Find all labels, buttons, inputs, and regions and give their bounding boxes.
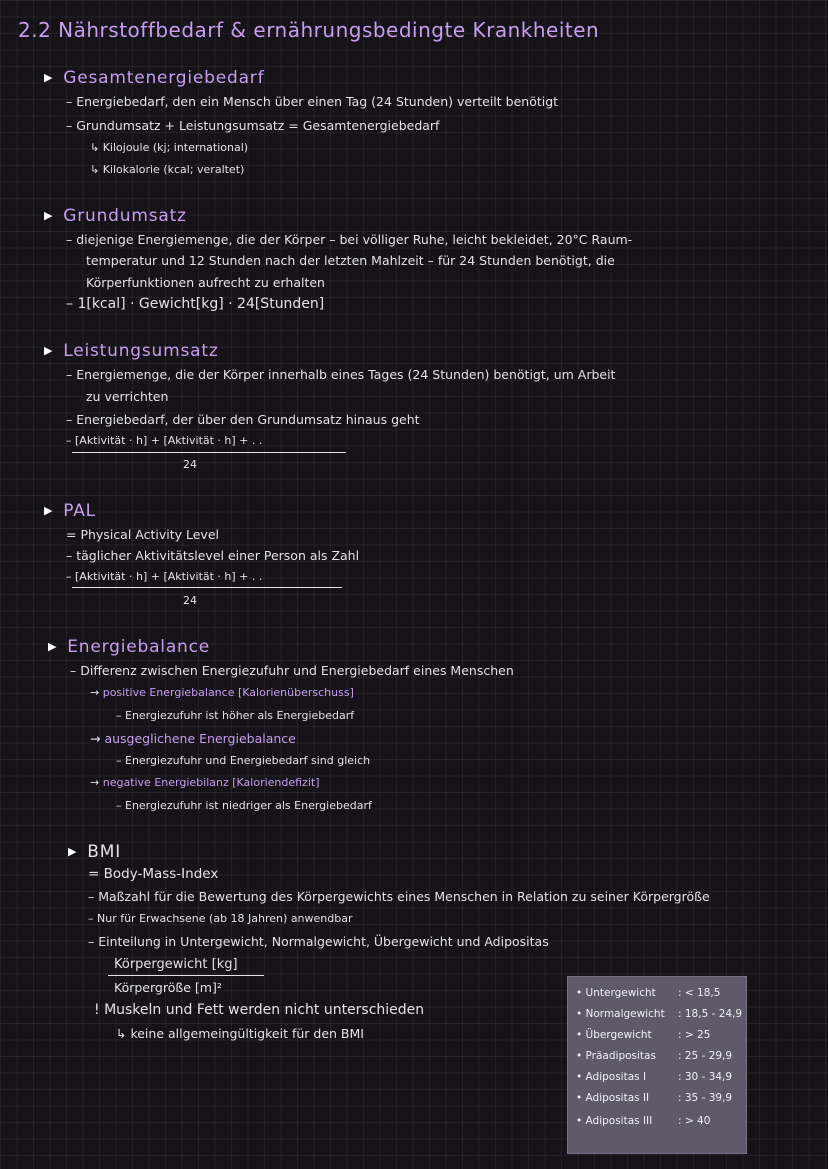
bmi-classification-table — [567, 976, 747, 1154]
text-line: zu verrichten — [86, 389, 169, 404]
text-line: – Energiemenge, die der Körper innerhalb eines Tages (24 Stunden) benötigt, um Arbeit — [66, 367, 616, 382]
text-line: – Energiezufuhr ist höher als Energiebedarf — [116, 709, 355, 722]
text-line: ↳ keine allgemeingültigkeit für den BMI — [116, 1026, 364, 1041]
text-line: – Energiebedarf, der über den Grundumsatz hinaus geht — [66, 412, 420, 427]
bmi-row-value: : 30 - 34,9 — [678, 1071, 733, 1083]
warning-line: ! Muskeln und Fett werden nicht unterschieden — [94, 1002, 425, 1018]
heading-text: Energiebalance — [67, 637, 211, 657]
text-line: – Maßzahl für die Bewertung des Körpergewichts eines Menschen in Relation zu seiner Körpergröße — [88, 889, 710, 904]
text-line: – Nur für Erwachsene (ab 18 Jahren) anwendbar — [88, 912, 353, 925]
bullet-triangle-icon: ▶ — [44, 344, 54, 357]
bullet-triangle-icon: ▶ — [68, 845, 78, 858]
arrow-right-icon: → — [90, 776, 103, 789]
heading-grundumsatz — [44, 206, 187, 226]
bmi-row-label: • Präadipositas — [576, 1050, 656, 1062]
bullet-triangle-icon: ▶ — [44, 71, 54, 84]
fraction-denominator: Körpergröße [m]² — [114, 980, 222, 995]
bmi-row-value: : > 25 — [678, 1029, 711, 1041]
text-line: – Einteilung in Untergewicht, Normalgewicht, Übergewicht und Adipositas — [88, 934, 549, 949]
text-line: ↳ Kilojoule (kj; international) — [90, 141, 249, 154]
heading-text: BMI — [87, 842, 122, 862]
balance-label: positive Energiebalance [Kalorienüberschuss] — [102, 686, 354, 699]
bmi-row-value: : < 18,5 — [678, 987, 721, 999]
bullet-triangle-icon: ▶ — [48, 640, 58, 653]
text-line: – Energiezufuhr ist niedriger als Energiebedarf — [116, 799, 372, 812]
fraction-line — [108, 975, 264, 976]
balance-label: ausgeglichene Energiebalance — [104, 731, 296, 746]
heading-text: PAL — [63, 501, 96, 521]
text-line: temperatur und 12 Stunden nach der letzten Mahlzeit – für 24 Stunden benötigt, die — [86, 253, 615, 268]
heading-text: Leistungsumsatz — [63, 341, 219, 361]
text-line: Körperfunktionen aufrecht zu erhalten — [86, 275, 325, 290]
text-line: ↳ Kilokalorie (kcal; veraltet) — [90, 163, 245, 176]
heading-energiebalance — [48, 637, 210, 657]
heading-bmi — [68, 842, 121, 862]
bmi-row-label: • Adipositas I — [576, 1071, 647, 1083]
text-line: – Differenz zwischen Energiezufuhr und Energiebedarf eines Menschen — [70, 663, 514, 678]
heading-pal — [44, 501, 96, 521]
fraction-denominator: 24 — [183, 458, 197, 471]
fraction-numerator: Körpergewicht [kg] — [114, 957, 238, 972]
heading-gesamtenergiebedarf — [44, 68, 264, 88]
formula-grundumsatz: – 1[kcal] · Gewicht[kg] · 24[Stunden] — [66, 296, 325, 312]
page-title: 2.2 Nährstoffbedarf & ernährungsbedingte Krankheiten — [18, 18, 600, 42]
bmi-row-label: • Adipositas III — [576, 1115, 653, 1127]
text-line: = Body-Mass-Index — [88, 866, 219, 882]
balance-negative — [90, 776, 320, 789]
fraction-line — [72, 587, 342, 588]
text-line: – diejenige Energiemenge, die der Körper – bei völliger Ruhe, leicht bekleidet, 20°C Raum- — [66, 232, 633, 247]
bmi-row-label: • Untergewicht — [576, 987, 656, 999]
text-line: – Energiezufuhr und Energiebedarf sind gleich — [116, 754, 371, 767]
fraction-numerator: – [Aktivität · h] + [Aktivität · h] + . . — [66, 570, 263, 583]
bmi-row-label: • Normalgewicht — [576, 1008, 665, 1020]
bullet-triangle-icon: ▶ — [44, 209, 54, 222]
balance-even — [90, 731, 296, 746]
text-line: – Grundumsatz + Leistungsumsatz = Gesamtenergiebedarf — [66, 118, 440, 133]
bullet-triangle-icon: ▶ — [44, 504, 54, 517]
fraction-denominator: 24 — [183, 594, 197, 607]
balance-positive — [90, 686, 354, 699]
heading-leistungsumsatz — [44, 341, 219, 361]
bmi-row-label: • Adipositas II — [576, 1092, 650, 1104]
bmi-row-value: : 35 - 39,9 — [678, 1092, 733, 1104]
arrow-right-icon: → — [90, 731, 105, 746]
text-line: = Physical Activity Level — [66, 527, 219, 542]
bmi-row-label: • Übergewicht — [576, 1029, 652, 1041]
text-line: – Energiebedarf, den ein Mensch über einen Tag (24 Stunden) verteilt benötigt — [66, 94, 559, 109]
arrow-right-icon: → — [90, 686, 103, 699]
bmi-row-value: : > 40 — [678, 1115, 711, 1127]
text-line: – täglicher Aktivitätslevel einer Person als Zahl — [66, 548, 360, 563]
balance-label: negative Energiebilanz [Kaloriendefizit] — [102, 776, 320, 789]
heading-text: Grundumsatz — [63, 206, 187, 226]
bmi-row-value: : 18,5 - 24,9 — [678, 1008, 743, 1020]
bmi-row-value: : 25 - 29,9 — [678, 1050, 733, 1062]
fraction-numerator: – [Aktivität · h] + [Aktivität · h] + . . — [66, 434, 263, 447]
heading-text: Gesamtenergiebedarf — [63, 68, 265, 88]
fraction-line — [72, 452, 346, 453]
